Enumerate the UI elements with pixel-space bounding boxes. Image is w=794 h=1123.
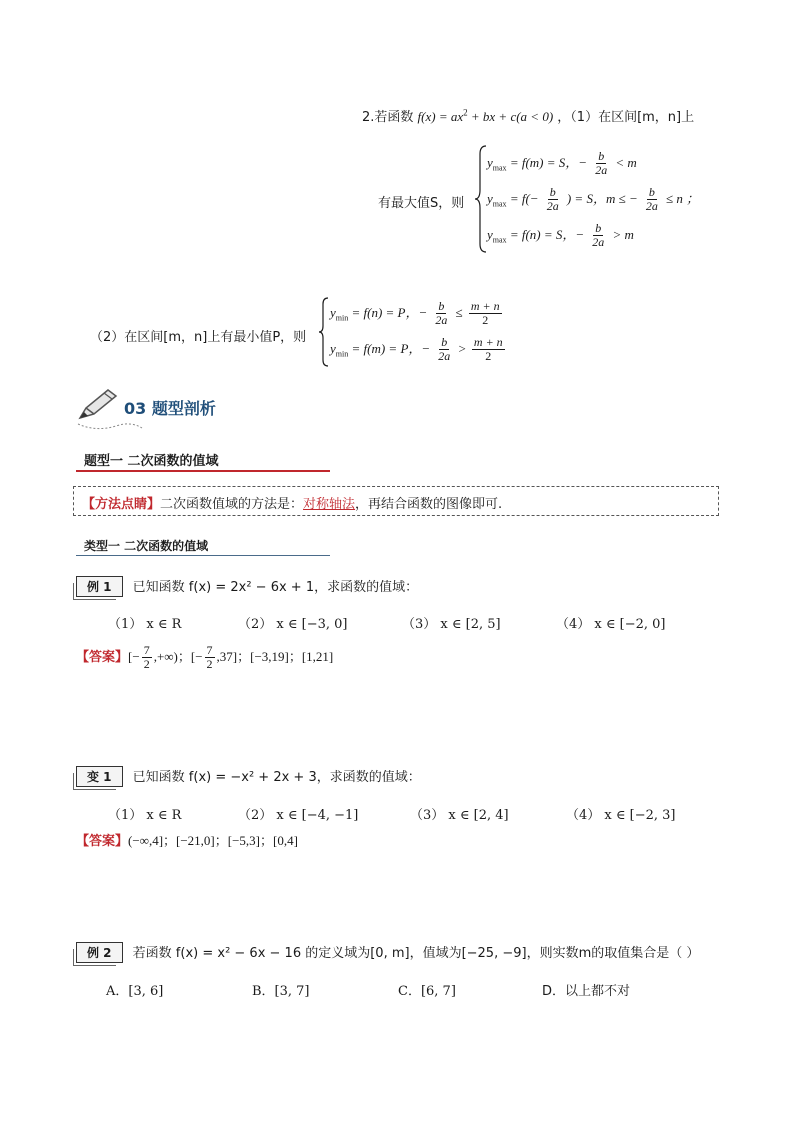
max-case-1: $y_{max} = f(m) = S$，− $\frac{b}{2a}$ < m — [487, 149, 637, 177]
var1-row: 变 1 已知函数 f(x) = −x² + 2x + 3，求函数的值域： — [76, 766, 421, 787]
left-brace-max — [474, 144, 488, 254]
frac-b-2a: $\frac{b}{2a}$ — [592, 221, 605, 249]
ex1-answer: 【答案】[− $\frac{7}{2}$ ,+∞)；[− $\frac{7}{2}$ ,37]；[−3,19]；[1,21] — [76, 643, 334, 671]
subtype-underline — [76, 555, 330, 556]
type1-title: 题型一 二次函数的值域 — [84, 454, 219, 469]
left-brace-min — [318, 296, 330, 368]
var1-opt-4: （4） x ∈ [−2, 3] — [566, 808, 676, 823]
var1-opt-2: （2） x ∈ [−4, −1] — [238, 808, 359, 823]
frac-b-2a: $\frac{b}{2a}$ — [438, 335, 451, 363]
frac-7-2: $\frac{7}{2}$ — [206, 643, 213, 671]
var1-answer: 【答案】(−∞,4]；[−21,0]；[−5,3]；[0,4] — [76, 833, 298, 849]
ex2-choice-c: C．[6, 7] — [398, 984, 456, 999]
prop2-max-label: 有最大值S，则 — [378, 196, 465, 211]
min-case-2: $y_{min} = f(m) = P$，− $\frac{b}{2a}$ > $\frac{m + n}{2}$ — [330, 335, 503, 363]
frac-b-2a: $\frac{b}{2a}$ — [645, 185, 658, 213]
method-box: 【方法点睛】二次函数值域的方法是：对称轴法，再结合函数的图像即可. — [73, 486, 719, 516]
frac-m-plus-n-over-2: $\frac{m + n}{2}$ — [470, 299, 500, 327]
frac-b-2a: $\frac{b}{2a}$ — [546, 185, 559, 213]
ex1-tag: 例 1 — [76, 576, 123, 597]
ex2-choice-a: A．[3, 6] — [106, 984, 164, 999]
prop2b-lead: （2）在区间[m，n]上有最小值P，则 — [90, 330, 307, 345]
pencil-icon — [76, 386, 120, 422]
var1-tag: 变 1 — [76, 766, 123, 787]
type1-underline — [76, 470, 330, 472]
ex2-choice-b: B．[3, 7] — [252, 984, 310, 999]
ex1-opt-1: （1） x ∈ R — [108, 617, 182, 632]
ex1-opt-2: （2） x ∈ [−3, 0] — [238, 617, 348, 632]
var1-opt-1: （1） x ∈ R — [108, 808, 182, 823]
max-case-2: $y_{max} = f(-$ $\frac{b}{2a}$ ) = S，m ≤ − $\frac{b}{2a}$ ≤ n ； — [487, 185, 700, 213]
var1-opt-3: （3） x ∈ [2, 4] — [410, 808, 509, 823]
subtype-title: 类型一 二次函数的值域 — [84, 539, 209, 553]
decorative-swash — [76, 418, 146, 432]
ex1-row: 例 1 已知函数 f(x) = 2x² − 6x + 1，求函数的值域： — [76, 576, 418, 597]
ex1-opt-4: （4） x ∈ [−2, 0] — [556, 617, 666, 632]
ex2-row: 例 2 若函数 f(x) = x² − 6x − 16 的定义域为[0, m]，值域为[−25, −9]，则实数m的取值集合是（ ） — [76, 942, 699, 963]
prop2-line1: 2.若函数 $f(x) = ax^2$ + bx + c(a < 0) ，（1）在区间[m，n]上 — [362, 107, 695, 125]
frac-7-2: $\frac{7}{2}$ — [143, 643, 150, 671]
frac-b-2a: $\frac{b}{2a}$ — [435, 299, 448, 327]
ex1-opt-3: （3） x ∈ [2, 5] — [402, 617, 501, 632]
frac-b-2a: $\frac{b}{2a}$ — [595, 149, 608, 177]
section-title: 03 题型剖析 — [124, 399, 216, 418]
frac-m-plus-n-over-2: $\frac{m + n}{2}$ — [473, 335, 503, 363]
max-case-3: $y_{max} = f(n) = S$，− $\frac{b}{2a}$ > m — [487, 221, 634, 249]
min-case-1: $y_{min} = f(n) = P$，− $\frac{b}{2a}$ ≤ $\frac{m + n}{2}$ — [330, 299, 500, 327]
ex2-choice-d: D．以上都不对 — [542, 984, 631, 999]
ex2-tag: 例 2 — [76, 942, 123, 963]
